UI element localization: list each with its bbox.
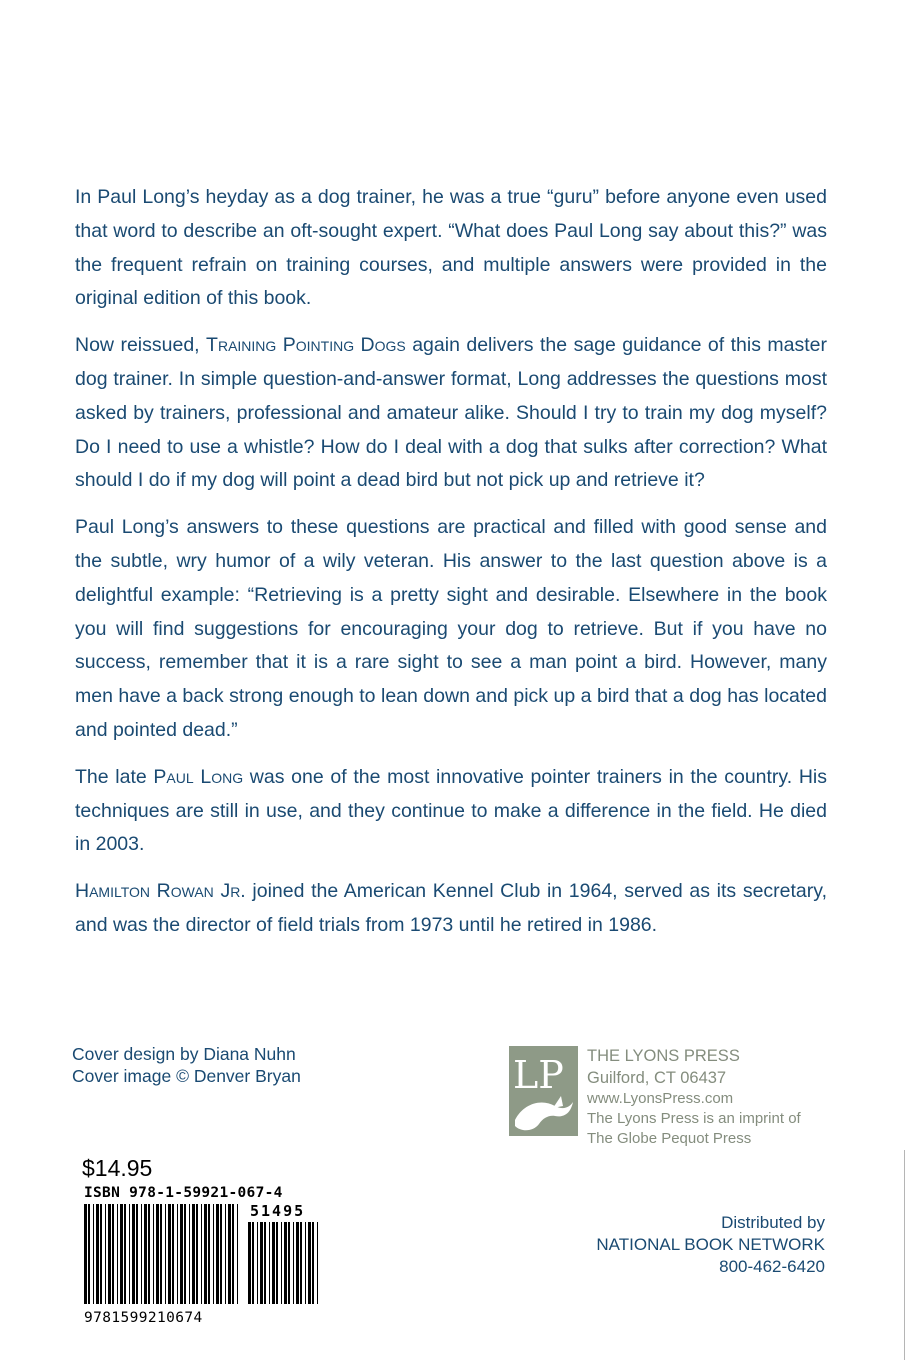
publisher-name: THE LYONS PRESS: [587, 1047, 740, 1065]
barcode-bar: [141, 1204, 142, 1304]
barcode-bar: [112, 1204, 114, 1304]
barcode-bar: [148, 1204, 150, 1304]
barcode-bar: [272, 1222, 275, 1304]
addon-digits: 51495: [250, 1202, 306, 1220]
lyons-press-logo-graphic: [509, 1046, 578, 1136]
barcode-bar: [308, 1222, 311, 1304]
cover-design-credit: Cover design by Diana Nuhn: [72, 1044, 296, 1064]
barcode-bar: [260, 1222, 263, 1304]
editor-bio: [75, 875, 827, 943]
barcode-bar: [168, 1204, 171, 1304]
book-title: Training Pointing Dogs: [206, 334, 406, 357]
blurb-paragraph-reissue: [75, 329, 827, 498]
page-edge-divider: [904, 1150, 905, 1360]
barcode-bar: [153, 1204, 154, 1304]
barcode-bar: [232, 1204, 234, 1304]
barcode-bar: [180, 1204, 183, 1304]
lyons-press-logo: [509, 1046, 578, 1136]
imprint-line-1: The Lyons Press is an imprint of: [587, 1110, 801, 1127]
barcode-bar: [248, 1222, 251, 1304]
barcode-bar: [296, 1222, 299, 1304]
barcode-bar: [96, 1204, 99, 1304]
barcode-bar: [177, 1204, 178, 1304]
barcode-bar: [93, 1204, 94, 1304]
publisher-website: www.LyonsPress.com: [587, 1090, 734, 1107]
barcode-bar: [220, 1204, 222, 1304]
barcode-bar: [216, 1204, 219, 1304]
barcode-bar: [264, 1222, 266, 1304]
barcode-bar: [305, 1222, 306, 1304]
barcode-bar: [317, 1222, 318, 1304]
barcode-bar: [160, 1204, 162, 1304]
logo-letters: LP: [513, 1053, 564, 1097]
isbn-barcode: [82, 1200, 332, 1325]
cover-image-credit: Cover image © Denver Bryan: [72, 1066, 301, 1086]
author-name: Paul Long: [153, 765, 244, 788]
barcode-bar: [100, 1204, 102, 1304]
barcode-bar: [293, 1222, 294, 1304]
reissue-lead: Now reissued,: [75, 334, 207, 357]
barcode-bar: [300, 1222, 302, 1304]
barcode-bar: [88, 1204, 90, 1304]
cover-credits: [72, 1043, 301, 1087]
barcode-bar: [228, 1204, 231, 1304]
barcode-bar: [225, 1204, 226, 1304]
price-label: $14.95: [82, 1155, 153, 1181]
barcode-bar: [284, 1222, 287, 1304]
barcode-bar: [132, 1204, 135, 1304]
blurb-paragraph-intro: In Paul Long’s heyday as a dog trainer, he was a true “guru” before anyone even used that word to describe an oft-sought expert. “What does Paul Long say about this?” was the frequent refrain on training courses, and multiple answers were provided in the original edition of this book.: [75, 186, 827, 310]
barcode-bar: [124, 1204, 126, 1304]
author-bio-lead: The late: [75, 765, 154, 788]
imprint-line-2: The Globe Pequot Press: [587, 1130, 752, 1147]
barcode-bar: [105, 1204, 106, 1304]
barcode-bar: [257, 1222, 258, 1304]
barcode-bar: [84, 1204, 87, 1304]
ean-bars: [84, 1204, 238, 1304]
barcode-bar: [213, 1204, 214, 1304]
distribution-info: [596, 1212, 825, 1278]
barcode-bar: [281, 1222, 282, 1304]
barcode-bar: [129, 1204, 130, 1304]
barcode-bar: [117, 1204, 118, 1304]
barcode-bar: [192, 1204, 195, 1304]
editor-name: Hamilton Rowan Jr.: [75, 880, 246, 903]
ean-digits: 9781599210674: [84, 1310, 203, 1325]
distributor-phone: 800-462-6420: [719, 1257, 825, 1276]
barcode-bar: [108, 1204, 111, 1304]
barcode-bar: [136, 1204, 138, 1304]
barcode-bar: [165, 1204, 166, 1304]
barcode-bar: [204, 1204, 207, 1304]
barcode-bar: [288, 1222, 290, 1304]
isbn-label: ISBN 978-1-59921-067-4: [84, 1185, 283, 1201]
author-bio-body: was one of the most innovative pointer trainers in the country. His techniques are still in use, and they continue to make a difference in the field. He died in 2003.: [75, 765, 827, 856]
barcode-bar: [189, 1204, 190, 1304]
editor-bio-body: joined the American Kennel Club in 1964, served as its secretary, and was the director of field trials from 1973 until he retired in 1986.: [75, 880, 827, 936]
barcode-bar: [196, 1204, 198, 1304]
barcode-bar: [208, 1204, 210, 1304]
publisher-location: Guilford, CT 06437: [587, 1069, 727, 1087]
barcode-bar: [172, 1204, 174, 1304]
addon-bars: [248, 1222, 318, 1304]
barcode-bar: [252, 1222, 254, 1304]
barcode-bar: [201, 1204, 202, 1304]
distributed-by-label: Distributed by: [721, 1213, 825, 1232]
blurb-paragraph-answers: Paul Long’s answers to these questions are practical and filled with good sense and the subtle, wry humor of a wily veteran. His answer to the last question above is a delightful example: “Retrieving is a pretty sight and desirable. Elsewhere in the book you will find suggestions for encouraging your dog to retrieve. But if you have no success, remember that it is a rare sight to see a man point a bird. However, many men have a back strong enough to lean down and pick up a bird that a dog has located and pointed dead.”: [75, 516, 827, 741]
barcode-bar: [312, 1222, 314, 1304]
barcode-bar: [276, 1222, 278, 1304]
barcode-bar: [144, 1204, 147, 1304]
author-bio: [75, 761, 827, 862]
barcode-bar: [269, 1222, 270, 1304]
back-cover-blurb: [75, 181, 827, 956]
barcode-bar: [120, 1204, 123, 1304]
barcode-bar: [156, 1204, 159, 1304]
distributor-name: NATIONAL BOOK NETWORK: [596, 1235, 825, 1254]
barcode-bar: [237, 1204, 238, 1304]
barcode-bar: [184, 1204, 186, 1304]
reissue-body: again delivers the sage guidance of this master dog trainer. In simple question-and-answer format, Long addresses the questions most asked by trainers, professional and amateur alike. Should I try to train my dog myself? Do I need to use a whistle? How do I deal with a dog that sulks after correction? What should I do if my dog will point a dead bird but not pick up and retrieve it?: [75, 334, 828, 492]
publisher-info: [587, 1045, 801, 1149]
